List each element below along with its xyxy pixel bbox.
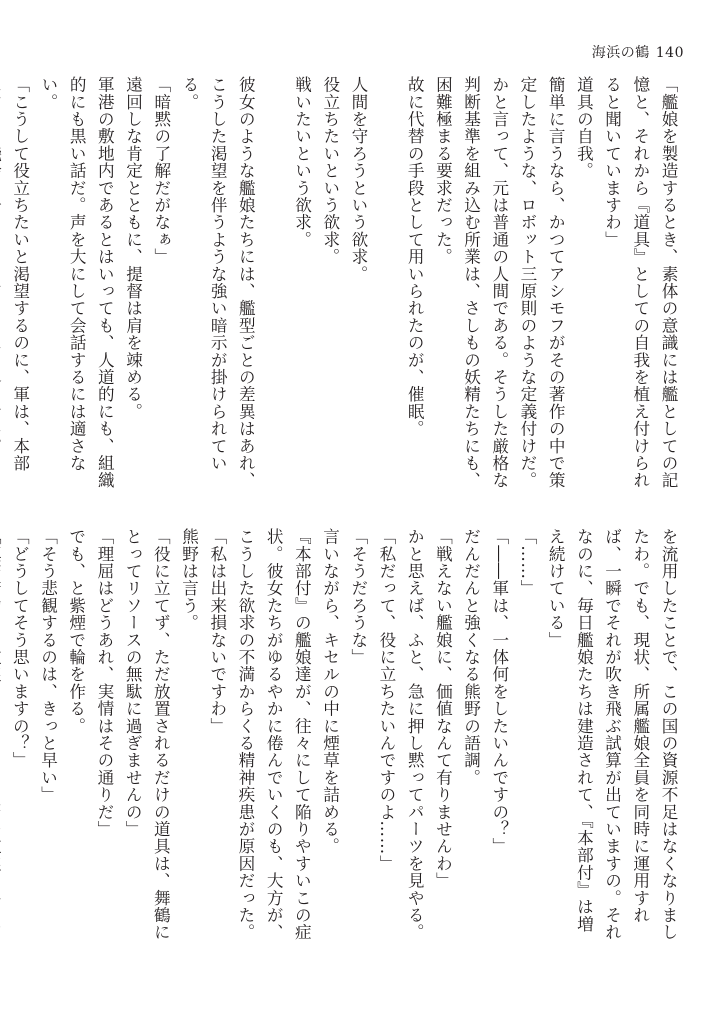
paragraph: 「戦えない艦娘に、価値なんて有りませんわ」 bbox=[433, 528, 453, 890]
paragraph: 熊野は言う。 bbox=[179, 528, 199, 632]
paragraph: 「理屈はどうあれ、実情はその通りだ」 bbox=[94, 528, 114, 838]
running-head bbox=[592, 42, 684, 62]
paragraph: 言いながら、キセルの中に煙草を詰める。 bbox=[320, 528, 340, 855]
book-title: 海浜の鶴 bbox=[591, 45, 650, 61]
blank-line bbox=[372, 76, 400, 496]
upper-text-tier bbox=[10, 76, 682, 496]
paragraph: 故に代替の手段として用いられたのが、催眠。 bbox=[405, 76, 425, 438]
paragraph: 軍港の敷地内であるとはいっても、人道的にも、組織的にも黒い話だ。声を大にして会話するには適さない。 bbox=[38, 76, 115, 489]
paragraph: 「役に立てず、ただ放置されるだけの道具は、舞鶴にとってリソースの無駄に過ぎませんの」 bbox=[123, 528, 171, 941]
paragraph: 「暗黙の了解だがなぁ」 bbox=[151, 76, 171, 266]
paragraph: 彼女のような艦娘たちには、艦型ごとの差異はあれ、こうした渇望を伴うような強い暗示が掛けられている。 bbox=[179, 76, 256, 489]
paragraph: 遠回しな肯定とともに、提督は肩を竦める。 bbox=[123, 76, 143, 420]
paragraph: を流用したことで、この国の資源不足はなくなりましたわ。でも、現状、所属艦娘全員を同時に運用すれば、一瞬でそれが吹き飛ぶ試算が出ていますの。それなのに、毎日艦娘たちは建造されて、『本部付』は増え続けている」 bbox=[546, 528, 678, 941]
blank-line bbox=[259, 76, 287, 496]
paragraph: 「こうして役立ちたいと渇望するのに、軍は、本部 bbox=[10, 76, 30, 472]
paragraph: 簡単に言うなら、かつてアシモフがその著作の中で策定したような、ロボット三原則のような定義付けだ。 bbox=[517, 76, 566, 489]
paragraph: 「……」 bbox=[517, 528, 537, 597]
paragraph: かと思えば、ふと、急に押し黙ってパーツを見やる。 bbox=[405, 528, 425, 941]
lower-text-tier bbox=[10, 528, 682, 948]
paragraph: 『本部付』の艦娘達が、往々にして陥りやすいこの症状。彼女たちがゆるやかに倦んでいくのも、大方が、こうした欲求の不満からくる精神疾患が原因だった。 bbox=[235, 528, 312, 941]
paragraph bbox=[0, 528, 5, 948]
paragraph: 「そう悲観するのは、きっと早い」 bbox=[38, 528, 58, 804]
paragraph: 「そうだろうな」 bbox=[348, 528, 368, 666]
paragraph: 「私は出来損ないですわ」 bbox=[207, 528, 227, 735]
paragraph: 人間を守ろうという欲求。 bbox=[348, 76, 368, 283]
paragraph: 「私だって、役に立ちたいんですのよ……」 bbox=[376, 528, 396, 872]
paragraph: でも、と紫煙で輪を作る。 bbox=[66, 528, 86, 735]
paragraph: 「艦娘を製造するとき、素体の意識には艦としての記憶と、それから『道具』としての自我を植え付けられると聞いていますわ」 bbox=[602, 76, 678, 489]
paragraph: 戦いたいという欲求。 bbox=[292, 76, 312, 248]
paragraph: 「どうしてそう思いますの？」 bbox=[10, 528, 30, 769]
paragraph: だんだんと強くなる熊野の語調。 bbox=[461, 528, 481, 786]
page-number: 140 bbox=[655, 45, 684, 61]
paragraph: 役立ちたいという欲求。 bbox=[320, 76, 340, 266]
paragraph: 「――軍は、一体何をしたいんですの？」 bbox=[489, 528, 509, 855]
paragraph: かと言って、元は普通の人間である。そうした厳格な判断基準を組み込む所業は、さしもの妖精たちにも、困難極まる要求だった。 bbox=[433, 76, 509, 489]
paragraph: 道具の自我。 bbox=[574, 76, 594, 180]
